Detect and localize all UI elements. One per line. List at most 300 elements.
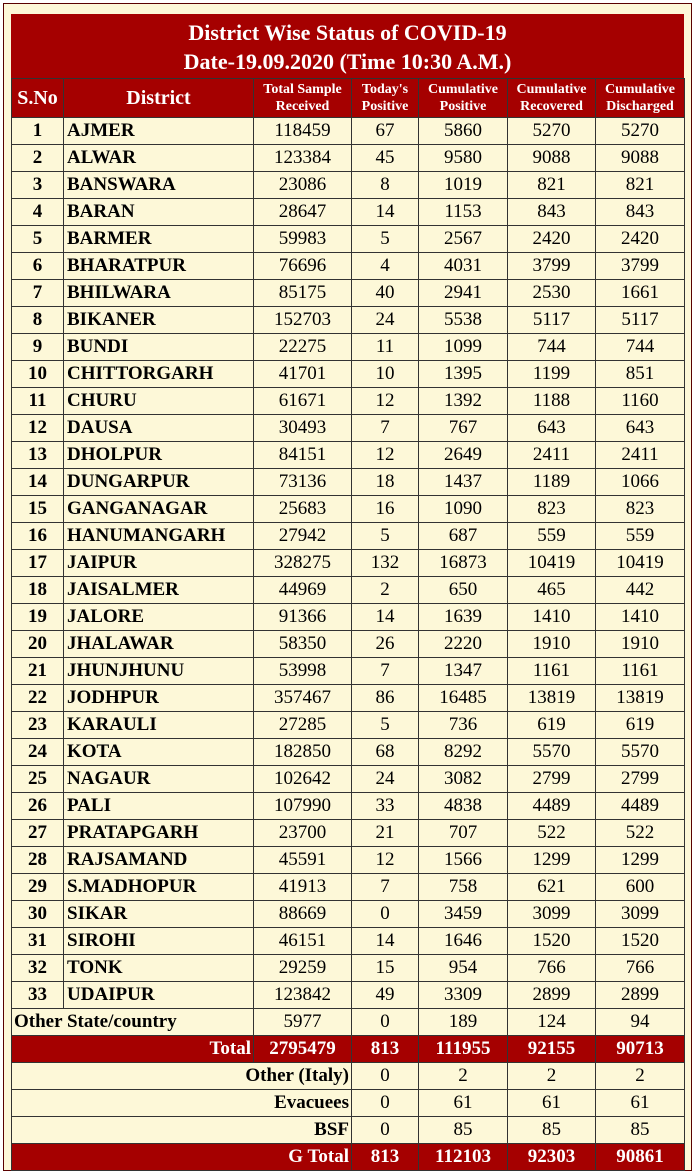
table-row — [12, 820, 685, 847]
other-state-label: Other State/country — [12, 1009, 254, 1036]
row-cumulative-recovered: 821 — [508, 172, 596, 199]
extra-row — [12, 1117, 685, 1144]
row-todays-positive: 14 — [352, 199, 419, 226]
row-cumulative-recovered: 4489 — [508, 793, 596, 820]
row-cumulative-discharged: 559 — [596, 523, 685, 550]
row-cumulative-positive: 758 — [419, 874, 508, 901]
row-todays-positive: 7 — [352, 658, 419, 685]
row-total-sample: 44969 — [254, 577, 352, 604]
total-today: 813 — [352, 1036, 419, 1063]
row-cumulative-discharged: 4489 — [596, 793, 685, 820]
table-row — [12, 658, 685, 685]
extra-today: 0 — [352, 1117, 419, 1144]
row-total-sample: 27942 — [254, 523, 352, 550]
row-district: DHOLPUR — [64, 442, 254, 469]
row-cumulative-discharged: 3799 — [596, 253, 685, 280]
row-cumulative-discharged: 10419 — [596, 550, 685, 577]
table-row — [12, 253, 685, 280]
row-total-sample: 41701 — [254, 361, 352, 388]
row-total-sample: 53998 — [254, 658, 352, 685]
row-cumulative-recovered: 2899 — [508, 982, 596, 1009]
row-sno: 9 — [12, 334, 64, 361]
row-district: JALORE — [64, 604, 254, 631]
row-district: BANSWARA — [64, 172, 254, 199]
row-cumulative-discharged: 1910 — [596, 631, 685, 658]
row-sno: 30 — [12, 901, 64, 928]
row-cumulative-recovered: 465 — [508, 577, 596, 604]
row-todays-positive: 5 — [352, 523, 419, 550]
row-total-sample: 61671 — [254, 388, 352, 415]
header-cumulative-discharged: Cumulative Discharged — [596, 79, 685, 118]
row-cumulative-positive: 1153 — [419, 199, 508, 226]
row-sno: 24 — [12, 739, 64, 766]
row-cumulative-recovered: 3799 — [508, 253, 596, 280]
row-cumulative-positive: 3459 — [419, 901, 508, 928]
other-state-sample: 5977 — [254, 1009, 352, 1036]
row-cumulative-positive: 3082 — [419, 766, 508, 793]
row-cumulative-discharged: 442 — [596, 577, 685, 604]
table-row — [12, 469, 685, 496]
row-cumulative-discharged: 522 — [596, 820, 685, 847]
row-todays-positive: 24 — [352, 766, 419, 793]
row-total-sample: 118459 — [254, 118, 352, 145]
row-district: BARAN — [64, 199, 254, 226]
grand-total-label: G Total — [12, 1144, 352, 1171]
row-sno: 8 — [12, 307, 64, 334]
row-total-sample: 123384 — [254, 145, 352, 172]
table-row — [12, 685, 685, 712]
row-todays-positive: 11 — [352, 334, 419, 361]
row-cumulative-recovered: 621 — [508, 874, 596, 901]
row-sno: 23 — [12, 712, 64, 739]
row-cumulative-recovered: 5117 — [508, 307, 596, 334]
row-total-sample: 328275 — [254, 550, 352, 577]
grand-total-positive: 112103 — [419, 1144, 508, 1171]
row-cumulative-recovered: 744 — [508, 334, 596, 361]
row-cumulative-positive: 1347 — [419, 658, 508, 685]
extra-today: 0 — [352, 1090, 419, 1117]
row-cumulative-positive: 707 — [419, 820, 508, 847]
row-sno: 7 — [12, 280, 64, 307]
total-row — [12, 1036, 685, 1063]
row-total-sample: 23086 — [254, 172, 352, 199]
row-cumulative-positive: 687 — [419, 523, 508, 550]
table-row — [12, 172, 685, 199]
row-cumulative-positive: 1392 — [419, 388, 508, 415]
title-line-1: District Wise Status of COVID-19 — [188, 20, 507, 45]
row-sno: 6 — [12, 253, 64, 280]
extra-label: Other (Italy) — [12, 1063, 352, 1090]
row-todays-positive: 132 — [352, 550, 419, 577]
row-cumulative-recovered: 1520 — [508, 928, 596, 955]
header-district: District — [64, 79, 254, 118]
extra-recovered: 61 — [508, 1090, 596, 1117]
row-total-sample: 73136 — [254, 469, 352, 496]
header-sno: S.No — [12, 79, 64, 118]
row-todays-positive: 14 — [352, 928, 419, 955]
row-sno: 4 — [12, 199, 64, 226]
row-district: PALI — [64, 793, 254, 820]
row-sno: 31 — [12, 928, 64, 955]
row-sno: 5 — [12, 226, 64, 253]
row-cumulative-discharged: 1160 — [596, 388, 685, 415]
row-todays-positive: 33 — [352, 793, 419, 820]
extra-row — [12, 1090, 685, 1117]
table-row — [12, 712, 685, 739]
row-cumulative-positive: 5860 — [419, 118, 508, 145]
row-sno: 27 — [12, 820, 64, 847]
row-cumulative-discharged: 9088 — [596, 145, 685, 172]
row-district: RAJSAMAND — [64, 847, 254, 874]
row-cumulative-discharged: 823 — [596, 496, 685, 523]
row-sno: 12 — [12, 415, 64, 442]
row-district: ALWAR — [64, 145, 254, 172]
row-cumulative-discharged: 1299 — [596, 847, 685, 874]
row-cumulative-discharged: 766 — [596, 955, 685, 982]
row-cumulative-recovered: 5270 — [508, 118, 596, 145]
row-district: AJMER — [64, 118, 254, 145]
row-district: DAUSA — [64, 415, 254, 442]
row-cumulative-positive: 1395 — [419, 361, 508, 388]
row-cumulative-discharged: 5117 — [596, 307, 685, 334]
row-cumulative-recovered: 3099 — [508, 901, 596, 928]
row-cumulative-positive: 1646 — [419, 928, 508, 955]
other-state-positive: 189 — [419, 1009, 508, 1036]
row-total-sample: 107990 — [254, 793, 352, 820]
row-sno: 21 — [12, 658, 64, 685]
row-todays-positive: 7 — [352, 874, 419, 901]
row-sno: 2 — [12, 145, 64, 172]
row-district: JAIPUR — [64, 550, 254, 577]
row-sno: 14 — [12, 469, 64, 496]
extra-positive: 2 — [419, 1063, 508, 1090]
row-total-sample: 22275 — [254, 334, 352, 361]
row-district: SIKAR — [64, 901, 254, 928]
extra-discharged: 85 — [596, 1117, 685, 1144]
row-cumulative-positive: 5538 — [419, 307, 508, 334]
row-district: PRATAPGARH — [64, 820, 254, 847]
row-todays-positive: 16 — [352, 496, 419, 523]
extra-recovered: 2 — [508, 1063, 596, 1090]
row-cumulative-recovered: 1188 — [508, 388, 596, 415]
row-todays-positive: 7 — [352, 415, 419, 442]
row-todays-positive: 12 — [352, 847, 419, 874]
extra-discharged: 61 — [596, 1090, 685, 1117]
row-todays-positive: 26 — [352, 631, 419, 658]
row-district: KARAULI — [64, 712, 254, 739]
table-row — [12, 793, 685, 820]
row-cumulative-recovered: 643 — [508, 415, 596, 442]
district-status-table — [11, 78, 685, 1171]
row-cumulative-positive: 9580 — [419, 145, 508, 172]
row-cumulative-discharged: 1520 — [596, 928, 685, 955]
row-district: TONK — [64, 955, 254, 982]
row-cumulative-discharged: 2799 — [596, 766, 685, 793]
table-row — [12, 928, 685, 955]
row-cumulative-positive: 16485 — [419, 685, 508, 712]
row-todays-positive: 14 — [352, 604, 419, 631]
row-total-sample: 25683 — [254, 496, 352, 523]
row-sno: 15 — [12, 496, 64, 523]
row-cumulative-positive: 767 — [419, 415, 508, 442]
row-cumulative-recovered: 1910 — [508, 631, 596, 658]
row-cumulative-discharged: 600 — [596, 874, 685, 901]
row-sno: 13 — [12, 442, 64, 469]
row-cumulative-recovered: 1299 — [508, 847, 596, 874]
row-todays-positive: 5 — [352, 712, 419, 739]
row-todays-positive: 45 — [352, 145, 419, 172]
row-cumulative-recovered: 823 — [508, 496, 596, 523]
total-positive: 111955 — [419, 1036, 508, 1063]
other-state-row — [12, 1009, 685, 1036]
row-cumulative-discharged: 1066 — [596, 469, 685, 496]
row-cumulative-positive: 16873 — [419, 550, 508, 577]
row-cumulative-recovered: 559 — [508, 523, 596, 550]
extra-today: 0 — [352, 1063, 419, 1090]
row-district: CHURU — [64, 388, 254, 415]
row-todays-positive: 12 — [352, 442, 419, 469]
row-district: BHILWARA — [64, 280, 254, 307]
title-line-2: Date-19.09.2020 (Time 10:30 A.M.) — [183, 49, 512, 74]
row-cumulative-positive: 2220 — [419, 631, 508, 658]
row-cumulative-discharged: 1161 — [596, 658, 685, 685]
row-sno: 25 — [12, 766, 64, 793]
row-cumulative-recovered: 766 — [508, 955, 596, 982]
table-row — [12, 982, 685, 1009]
other-state-recovered: 124 — [508, 1009, 596, 1036]
row-total-sample: 46151 — [254, 928, 352, 955]
row-cumulative-recovered: 10419 — [508, 550, 596, 577]
grand-total-row — [12, 1144, 685, 1171]
row-todays-positive: 24 — [352, 307, 419, 334]
row-total-sample: 41913 — [254, 874, 352, 901]
table-row — [12, 334, 685, 361]
row-sno: 16 — [12, 523, 64, 550]
row-cumulative-positive: 736 — [419, 712, 508, 739]
row-district: BUNDI — [64, 334, 254, 361]
row-total-sample: 152703 — [254, 307, 352, 334]
row-total-sample: 85175 — [254, 280, 352, 307]
row-cumulative-positive: 2941 — [419, 280, 508, 307]
table-row — [12, 550, 685, 577]
row-todays-positive: 68 — [352, 739, 419, 766]
row-cumulative-discharged: 1410 — [596, 604, 685, 631]
row-district: JHALAWAR — [64, 631, 254, 658]
row-cumulative-recovered: 1410 — [508, 604, 596, 631]
row-cumulative-recovered: 1161 — [508, 658, 596, 685]
other-state-today: 0 — [352, 1009, 419, 1036]
extra-discharged: 2 — [596, 1063, 685, 1090]
table-row — [12, 118, 685, 145]
table-row — [12, 901, 685, 928]
extra-label: Evacuees — [12, 1090, 352, 1117]
row-district: JODHPUR — [64, 685, 254, 712]
row-total-sample: 88669 — [254, 901, 352, 928]
row-district: JHUNJHUNU — [64, 658, 254, 685]
table-row — [12, 523, 685, 550]
total-sample: 2795479 — [254, 1036, 352, 1063]
table-row — [12, 280, 685, 307]
row-total-sample: 182850 — [254, 739, 352, 766]
row-cumulative-positive: 3309 — [419, 982, 508, 1009]
row-cumulative-positive: 954 — [419, 955, 508, 982]
row-district: HANUMANGARH — [64, 523, 254, 550]
row-cumulative-recovered: 5570 — [508, 739, 596, 766]
table-row — [12, 874, 685, 901]
row-sno: 22 — [12, 685, 64, 712]
table-row — [12, 388, 685, 415]
extra-row — [12, 1063, 685, 1090]
table-row — [12, 361, 685, 388]
row-sno: 11 — [12, 388, 64, 415]
row-todays-positive: 49 — [352, 982, 419, 1009]
header-cumulative-positive: Cumulative Positive — [419, 79, 508, 118]
row-cumulative-recovered: 2799 — [508, 766, 596, 793]
row-cumulative-positive: 1639 — [419, 604, 508, 631]
table-row — [12, 577, 685, 604]
row-cumulative-positive: 4031 — [419, 253, 508, 280]
grand-total-recovered: 92303 — [508, 1144, 596, 1171]
row-cumulative-recovered: 1189 — [508, 469, 596, 496]
row-cumulative-positive: 1099 — [419, 334, 508, 361]
row-total-sample: 29259 — [254, 955, 352, 982]
row-cumulative-recovered: 843 — [508, 199, 596, 226]
row-sno: 19 — [12, 604, 64, 631]
row-sno: 33 — [12, 982, 64, 1009]
row-todays-positive: 0 — [352, 901, 419, 928]
row-total-sample: 45591 — [254, 847, 352, 874]
row-cumulative-recovered: 2420 — [508, 226, 596, 253]
row-cumulative-discharged: 5270 — [596, 118, 685, 145]
row-cumulative-positive: 1566 — [419, 847, 508, 874]
row-total-sample: 84151 — [254, 442, 352, 469]
report-title — [11, 14, 684, 78]
row-todays-positive: 4 — [352, 253, 419, 280]
row-cumulative-discharged: 3099 — [596, 901, 685, 928]
row-cumulative-positive: 650 — [419, 577, 508, 604]
row-district: KOTA — [64, 739, 254, 766]
header-todays-positive: Today's Positive — [352, 79, 419, 118]
extra-positive: 61 — [419, 1090, 508, 1117]
row-total-sample: 58350 — [254, 631, 352, 658]
row-sno: 29 — [12, 874, 64, 901]
row-cumulative-discharged: 821 — [596, 172, 685, 199]
row-todays-positive: 21 — [352, 820, 419, 847]
table-row — [12, 739, 685, 766]
total-recovered: 92155 — [508, 1036, 596, 1063]
row-todays-positive: 86 — [352, 685, 419, 712]
row-total-sample: 27285 — [254, 712, 352, 739]
row-total-sample: 23700 — [254, 820, 352, 847]
row-sno: 1 — [12, 118, 64, 145]
table-row — [12, 226, 685, 253]
row-district: BARMER — [64, 226, 254, 253]
row-cumulative-discharged: 13819 — [596, 685, 685, 712]
row-todays-positive: 18 — [352, 469, 419, 496]
row-cumulative-positive: 2567 — [419, 226, 508, 253]
extra-label: BSF — [12, 1117, 352, 1144]
row-todays-positive: 12 — [352, 388, 419, 415]
table-row — [12, 307, 685, 334]
row-cumulative-discharged: 851 — [596, 361, 685, 388]
row-cumulative-positive: 1090 — [419, 496, 508, 523]
row-todays-positive: 2 — [352, 577, 419, 604]
row-cumulative-discharged: 2411 — [596, 442, 685, 469]
row-sno: 28 — [12, 847, 64, 874]
header-row — [12, 79, 685, 118]
header-cumulative-recovered: Cumulative Recovered — [508, 79, 596, 118]
row-total-sample: 357467 — [254, 685, 352, 712]
row-cumulative-discharged: 744 — [596, 334, 685, 361]
row-todays-positive: 8 — [352, 172, 419, 199]
row-cumulative-positive: 8292 — [419, 739, 508, 766]
table-row — [12, 604, 685, 631]
row-cumulative-discharged: 1661 — [596, 280, 685, 307]
row-cumulative-recovered: 9088 — [508, 145, 596, 172]
grand-total-today: 813 — [352, 1144, 419, 1171]
row-sno: 17 — [12, 550, 64, 577]
row-cumulative-discharged: 5570 — [596, 739, 685, 766]
row-total-sample: 102642 — [254, 766, 352, 793]
extra-positive: 85 — [419, 1117, 508, 1144]
row-cumulative-positive: 2649 — [419, 442, 508, 469]
row-sno: 26 — [12, 793, 64, 820]
row-total-sample: 91366 — [254, 604, 352, 631]
other-state-discharged: 94 — [596, 1009, 685, 1036]
table-row — [12, 955, 685, 982]
row-cumulative-recovered: 1199 — [508, 361, 596, 388]
row-todays-positive: 40 — [352, 280, 419, 307]
table-row — [12, 415, 685, 442]
row-district: GANGANAGAR — [64, 496, 254, 523]
row-district: BHARATPUR — [64, 253, 254, 280]
row-cumulative-discharged: 2899 — [596, 982, 685, 1009]
row-sno: 10 — [12, 361, 64, 388]
table-row — [12, 442, 685, 469]
row-district: S.MADHOPUR — [64, 874, 254, 901]
row-cumulative-recovered: 2411 — [508, 442, 596, 469]
total-discharged: 90713 — [596, 1036, 685, 1063]
total-label: Total — [12, 1036, 254, 1063]
row-district: BIKANER — [64, 307, 254, 334]
row-sno: 3 — [12, 172, 64, 199]
row-total-sample: 59983 — [254, 226, 352, 253]
row-cumulative-discharged: 643 — [596, 415, 685, 442]
row-cumulative-recovered: 619 — [508, 712, 596, 739]
row-cumulative-positive: 1437 — [419, 469, 508, 496]
row-cumulative-discharged: 843 — [596, 199, 685, 226]
row-total-sample: 28647 — [254, 199, 352, 226]
row-district: NAGAUR — [64, 766, 254, 793]
row-todays-positive: 67 — [352, 118, 419, 145]
table-row — [12, 199, 685, 226]
row-todays-positive: 10 — [352, 361, 419, 388]
row-cumulative-positive: 4838 — [419, 793, 508, 820]
row-total-sample: 30493 — [254, 415, 352, 442]
row-district: UDAIPUR — [64, 982, 254, 1009]
row-sno: 20 — [12, 631, 64, 658]
row-todays-positive: 15 — [352, 955, 419, 982]
extra-recovered: 85 — [508, 1117, 596, 1144]
grand-total-discharged: 90861 — [596, 1144, 685, 1171]
row-todays-positive: 5 — [352, 226, 419, 253]
row-cumulative-recovered: 2530 — [508, 280, 596, 307]
row-district: SIROHI — [64, 928, 254, 955]
table-row — [12, 145, 685, 172]
report-sheet — [3, 3, 692, 1171]
table-row — [12, 496, 685, 523]
row-sno: 32 — [12, 955, 64, 982]
